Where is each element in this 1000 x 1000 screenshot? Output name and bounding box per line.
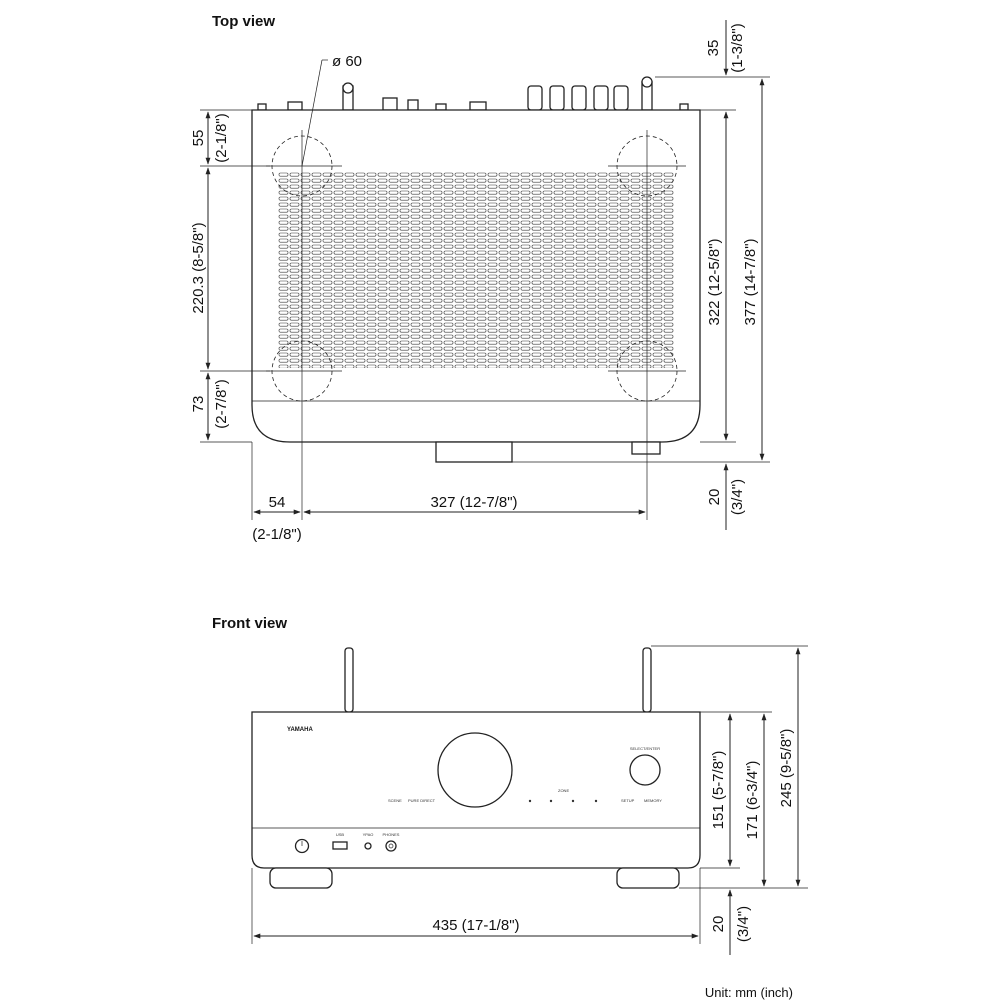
knob-depth-mm: 20 [706, 488, 723, 506]
select-enter-knob [630, 755, 660, 785]
total-height-dim: 245 (9-5/8") [778, 728, 795, 808]
total-depth-dim: 377 (14-7/8") [742, 238, 759, 326]
zone-label: ZONE [558, 788, 570, 793]
ypao-jack-icon [365, 843, 371, 849]
top-view-vent-grille [278, 172, 674, 368]
rear-margin-in: (2-7/8") [213, 379, 230, 429]
front-view-antennas [345, 648, 651, 712]
antenna-top-mm: 35 [705, 39, 722, 57]
top-view-rear-connectors [258, 77, 688, 110]
foot-diameter-label: ø 60 [332, 53, 363, 70]
front-margin-mm: 55 [190, 129, 207, 147]
foot-spacing-dim: 327 (12-7/8") [430, 494, 518, 511]
top-view-select-knob [632, 442, 660, 454]
volume-knob [438, 733, 512, 807]
body-depth-dim: 322 (12-5/8") [706, 238, 723, 326]
side-offset-mm: 54 [268, 494, 286, 511]
scene-label: SCENE [388, 798, 402, 803]
top-view-title: Top view [212, 13, 276, 30]
vent-span-dim: 220.3 (8-5/8") [190, 222, 207, 314]
antenna-top-in: (1-3/8") [729, 23, 746, 73]
rear-margin-mm: 73 [190, 395, 207, 413]
side-offset-in: (2-1/8") [252, 526, 302, 543]
front-view-title: Front view [212, 615, 288, 632]
select-enter-label: SELECT/ENTER [629, 746, 661, 751]
setup-label: SETUP [621, 798, 635, 803]
usb-port-icon [333, 842, 347, 849]
body-height-dim: 151 (5-7/8") [710, 750, 727, 830]
unit-label: Unit: mm (inch) [704, 985, 793, 1000]
usb-label: USB [335, 832, 345, 837]
pure-direct-label: PURE DIRECT [408, 798, 436, 803]
ypao-label: YPAO [362, 832, 374, 837]
front-margin-in: (2-1/8") [213, 113, 230, 163]
knob-depth-in: (3/4") [729, 478, 746, 516]
phones-jack-icon [386, 841, 396, 851]
top-view-volume-knob [436, 442, 512, 462]
memory-label: MEMORY [644, 798, 662, 803]
brand-logo: YAMAHA [287, 727, 313, 733]
height-with-feet-dim: 171 (6-3/4") [744, 760, 761, 840]
width-dim: 435 (17-1/8") [432, 917, 520, 934]
feet-height-in: (3/4") [735, 905, 752, 943]
feet-height-mm: 20 [710, 915, 727, 933]
phones-label: PHONES [382, 832, 400, 837]
front-view-feet [270, 868, 679, 888]
